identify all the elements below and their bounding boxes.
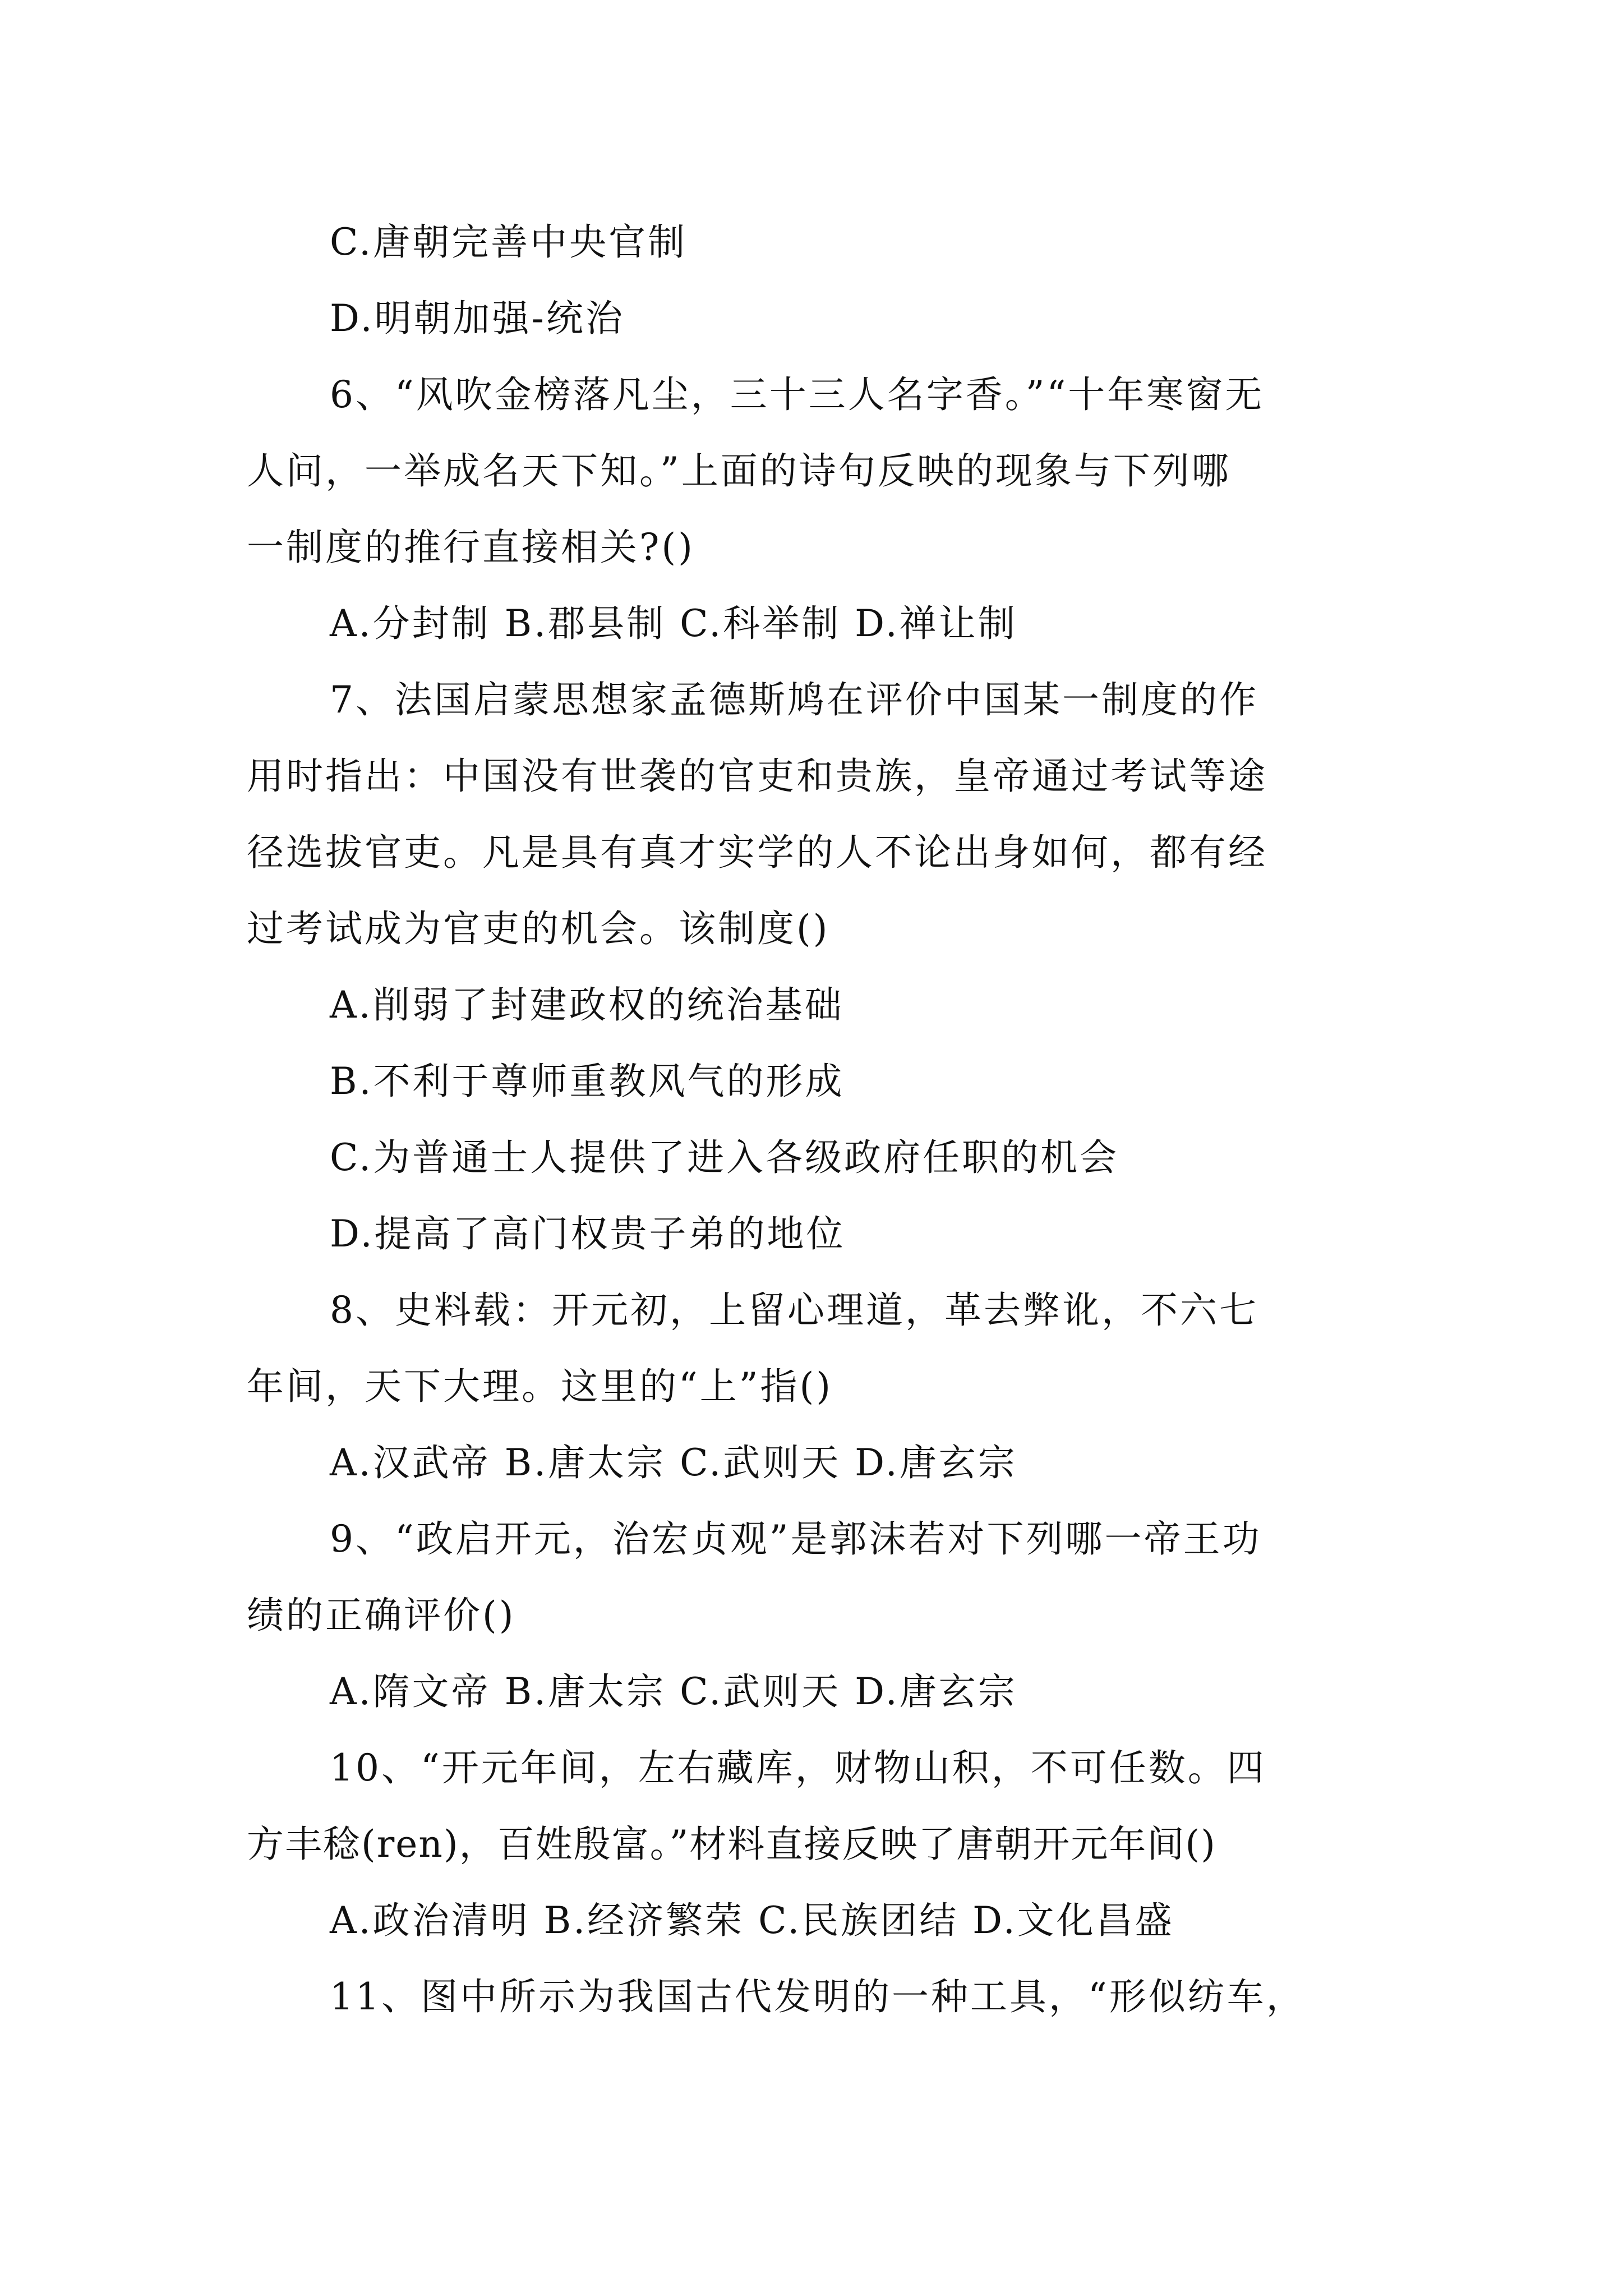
option-line: D.提高了高门权贵子弟的地位 [330, 1212, 846, 1255]
question-line: 方丰稔(ren)，百姓殷富。”材料直接反映了唐朝开元年间() [247, 1823, 1216, 1866]
option-line: D.明朝加强-统治 [330, 297, 625, 340]
question-line: 11、图中所示为我国古代发明的一种工具，“形似纺车， [330, 1975, 1306, 2018]
option-line: A.削弱了封建政权的统治基础 [330, 983, 844, 1027]
question-line: 一制度的推行直接相关?() [247, 526, 695, 569]
question-line: 8、史料载：开元初，上留心理道，革去弊讹，不六七 [330, 1289, 1258, 1332]
option-line: C.唐朝完善中央官制 [330, 220, 688, 264]
question-line: 6、“风吹金榜落凡尘，三十三人名字香。”“十年寒窗无 [330, 373, 1265, 416]
question-line: 过考试成为官吏的机会。该制度() [247, 907, 830, 950]
question-line: 用时指出：中国没有世袭的官吏和贵族，皇帝通过考试等途 [247, 754, 1267, 798]
question-line: 9、“政启开元，治宏贞观”是郭沫若对下列哪一帝王功 [330, 1517, 1262, 1561]
option-line: A.政治清明 B.经济繁荣 C.民族团结 D.文化昌盛 [330, 1899, 1174, 1942]
question-line: 绩的正确评价() [247, 1594, 516, 1637]
option-line: C.为普通士人提供了进入各级政府任职的机会 [330, 1136, 1119, 1179]
option-line: A.分封制 B.郡县制 C.科举制 D.禅让制 [330, 602, 1017, 645]
option-line: B.不利于尊师重教风气的形成 [330, 1060, 845, 1103]
option-line: A.汉武帝 B.唐太宗 C.武则天 D.唐玄宗 [330, 1441, 1017, 1484]
question-line: 径选拔官吏。凡是具有真才实学的人不论出身如何，都有经 [247, 831, 1267, 874]
question-line: 人问，一举成名天下知。”上面的诗句反映的现象与下列哪 [247, 449, 1231, 493]
question-line: 7、法国启蒙思想家孟德斯鸠在评价中国某一制度的作 [330, 678, 1258, 721]
option-line: A.隋文帝 B.唐太宗 C.武则天 D.唐玄宗 [330, 1670, 1017, 1713]
question-line: 10、“开元年间，左右藏库，财物山积，不可任数。四 [330, 1746, 1266, 1789]
question-line: 年间，天下大理。这里的“上”指() [247, 1365, 833, 1408]
